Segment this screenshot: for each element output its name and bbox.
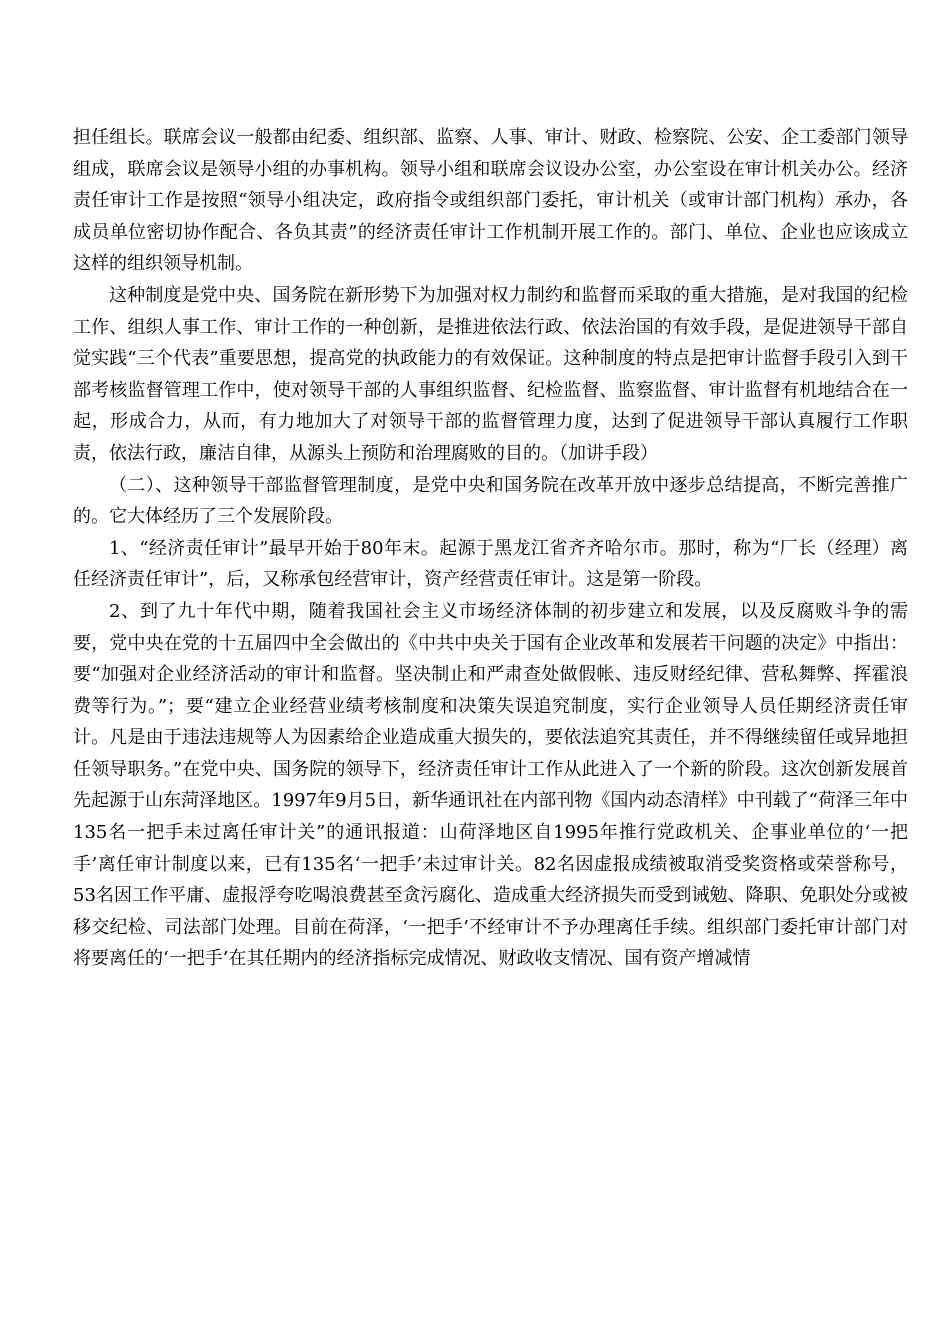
paragraph-system-significance: 这种制度是党中央、国务院在新形势下为加强对权力制约和监督而采取的重大措施，是对我国的纪检工作、组织人事工作、审计工作的一种创新，是推进依法行政、依法治国的有效手段，是促进领导干部自觉实践“三个代表”重要思想，提高党的执政能力的有效保证。这种制度的特点是把审计监督手段引入到干部考核监督管理工作中，使对领导干部的人事组织监督、纪检监督、监察监督、审计监督有机地结合在一起，形成合力，从而，有力地加大了对领导干部的监督管理力度，达到了促进领导干部认真履行工作职责，依法行政，廉洁自律，从源头上预防和治理腐败的目的。（加讲手段） [73,284,908,464]
paragraph-leading-group: 担任组长。联席会议一般都由纪委、组织部、监察、人事、审计、财政、检察院、公安、企工委部门领导组成，联席会议是领导小组的办事机构。领导小组和联席会议设办公室，办公室设在审计机关办公。经济责任审计工作是按照“领导小组决定，政府指令或组织部门委托，审计机关（或审计部门机构）承办，各成员单位密切协作配合、各负其责”的经济责任审计工作机制开展工作的。部门、单位、企业也应该成立这样的组织领导机制。 [73,127,908,275]
paragraph-stage-two: 2、到了九十年代中期，随着我国社会主义市场经济体制的初步建立和发展，以及反腐败斗争的需要，党中央在党的十五届四中全会做出的《中共中央关于国有企业改革和发展若干问题的决定》中指出：要“加强对企业经济活动的审计和监督。坚决制止和严肃查处做假帐、违反财经纪律、营私舞弊、挥霍浪费等行为。”；要“建立企业经营业绩考核制度和决策失误追究制度，实行企业领导人员任期经济责任审计。凡是由于违法违规等人为因素给企业造成重大损失的，要依法追究其责任，并不得继续留任或异地担任领导职务。”在党中央、国务院的领导下，经济责任审计工作从此进入了一个新的阶段。这次创新发展首先起源于山东菏泽地区。1997年9月5日，新华通讯社在内部刊物《国内动态清样》中刊载了“荷泽三年中135名一把手未过离任审计关”的通讯报道：山荷泽地区自1995年推行党政机关、企事业单位的‘一把手’离任审计制度以来，已有135名‘一把手’未过审计关。82名因虚报成绩被取消受奖资格或荣誉称号，53名因工作平庸、虚报浮夸吃喝浪费甚至贪污腐化、造成重大经济损失而受到诫勉、降职、免职处分或被移交纪检、司法部门处理。目前在荷泽，‘一把手’不经审计不予办理离任手续。组织部门委托审计部门对将要离任的‘一把手’在其任期内的经济指标完成情况、财政收支情况、国有资产增减情 [73,600,908,970]
paragraph-stage-one: 1、“经济责任审计”最早开始于80年末。起源于黑龙江省齐齐哈尔市。那时，称为“厂长（经理）离任经济责任审计”，后，又称承包经营审计，资产经营责任审计。这是第一阶段。 [73,537,908,591]
paragraph-section-two-heading: （二）、这种领导干部监督管理制度，是党中央和国务院在改革开放中逐步总结提高，不断完善推广的。它大体经历了三个发展阶段。 [73,474,908,528]
document-page [73,122,908,975]
